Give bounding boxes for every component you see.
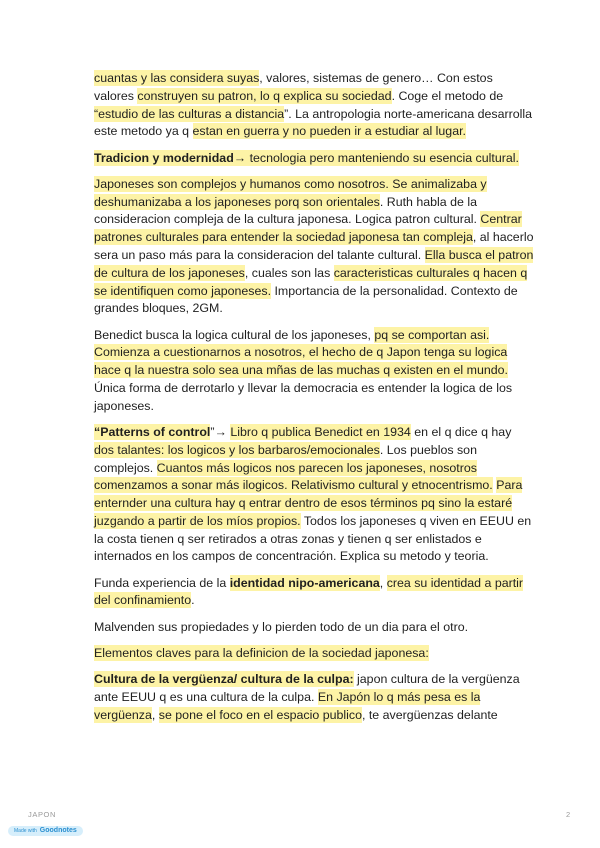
text-segment: , al hacerlo sera un paso más para la consideracion del talante cultural. xyxy=(94,230,534,262)
highlighted-text: Centrar patrones culturales para entender la sociedad japonesa tan compleja xyxy=(94,212,522,245)
highlighted-text: “Patterns of control xyxy=(94,424,211,439)
paragraph xyxy=(94,176,534,318)
text-segment: , xyxy=(379,575,387,590)
text-segment: . Ruth habla de la consideracion compleja de la cultura japonesa. Logica patron cultural. xyxy=(94,194,481,227)
made-with-goodnotes-badge[interactable] xyxy=(8,826,83,836)
highlighted-text: se pone el foco en el espacio publico xyxy=(158,707,362,722)
highlighted-text: construyen su patron, lo q explica su sociedad xyxy=(137,88,392,103)
highlighted-text: Ella busca el patron de cultura de los japoneses xyxy=(94,247,534,280)
text-segment: . Los pueblos son complejos. xyxy=(94,442,477,475)
text-segment: Funda experiencia de la xyxy=(94,575,230,590)
paragraph xyxy=(94,671,534,724)
highlighted-text: → tecnologia pero manteniendo su esencia cultural. xyxy=(233,150,519,165)
text-segment: Todos los japoneses q viven en EEUU en la costa tienen q ser retirados a otras zonas y tienen q ser enlistados e internados en los campos de concentración. Explica su metodo y teoria. xyxy=(94,513,532,564)
highlighted-text: cuantas y las considera suyas xyxy=(94,71,260,85)
paragraph xyxy=(94,645,534,663)
section-label: JAPON xyxy=(28,810,57,819)
highlighted-text: estan en guerra y no pueden ir a estudiar al lugar. xyxy=(192,124,466,139)
text-segment: , xyxy=(151,707,159,722)
text-segment: . xyxy=(191,593,195,608)
highlighted-text: pq se comportan asi. Comienza a cuestionarnos a nosotros, el hecho de q Japon tenga su logica hace q la nuestra solo sea una mñas de las muchas q existen en el mundo. xyxy=(94,327,508,378)
highlighted-text: Cultura de la vergüenza/ cultura de la culpa: xyxy=(94,672,354,687)
highlighted-text: Libro q publica Benedict en 1934 xyxy=(230,424,411,439)
badge-brand: Goodnotes xyxy=(39,827,77,834)
paragraph xyxy=(94,327,534,416)
text-segment: Benedict busca la logica cultural de los japoneses, xyxy=(94,327,375,342)
text-segment: Importancia de la personalidad. Contexto de grandes bloques, 2GM. xyxy=(94,283,518,316)
highlighted-text: Tradicion y modernidad xyxy=(94,150,234,165)
highlighted-text: Japoneses son complejos y humanos como nosotros. xyxy=(94,176,393,191)
highlighted-text: identidad nipo-americana xyxy=(229,575,380,590)
badge-prefix: Made with xyxy=(14,828,37,834)
text-segment: , cuales son las xyxy=(244,265,334,280)
paragraph xyxy=(94,70,534,141)
text-segment: , valores, sistemas de genero… Con estos valores xyxy=(94,71,493,103)
text-segment: ”. La antropologia norte-americana desarrolla este metodo ya q xyxy=(94,106,533,139)
paragraph xyxy=(94,619,534,637)
highlighted-text: Cuantos más logicos nos parecen los japoneses, nosotros comenzamos a sonar más ilogicos. Relativismo cultural y etnocentrismo. xyxy=(94,460,493,493)
highlighted-text: En Japón lo q más pesa es la vergüenza xyxy=(94,689,481,722)
highlighted-text: caracteristicas culturales q hacen q se identifiquen como japoneses. xyxy=(94,265,528,298)
highlighted-text: crea su identidad a partir del confinamiento xyxy=(94,575,524,608)
text-segment: , te avergüenzas delante xyxy=(361,707,498,722)
highlighted-text: Elementos claves para la definicion de la sociedad japonesa: xyxy=(94,645,429,660)
notes-body xyxy=(94,70,534,733)
page-number: 2 xyxy=(566,810,571,819)
text-segment: en el q dice q hay xyxy=(410,424,512,439)
text-segment: ”→ xyxy=(210,424,231,439)
text-segment: Única forma de derrotarlo y llevar la democracia es entender la logica de los japoneses. xyxy=(94,380,513,413)
paragraph xyxy=(94,150,534,168)
highlighted-text: Para enternder una cultura hay q entrar dentro de esos términos pq sino la estaré juzgando a partir de los míos propios. xyxy=(94,478,523,528)
highlighted-text: dos talantes: los logicos y los barbaros/emocionales xyxy=(94,442,380,457)
text-segment: . Coge el metodo de xyxy=(391,88,504,103)
text-segment: Malvenden sus propiedades y lo pierden todo de un dia para el otro. xyxy=(94,619,469,634)
highlighted-text: Se animalizaba y deshumanizaba a los japoneses porq son orientales xyxy=(94,176,487,209)
paragraph xyxy=(94,575,534,611)
highlighted-text: “estudio de las culturas a distancia xyxy=(94,106,285,121)
paragraph xyxy=(94,424,534,566)
text-segment: japon cultura de la vergüenza ante EEUU q es una cultura de la culpa. xyxy=(94,672,520,704)
